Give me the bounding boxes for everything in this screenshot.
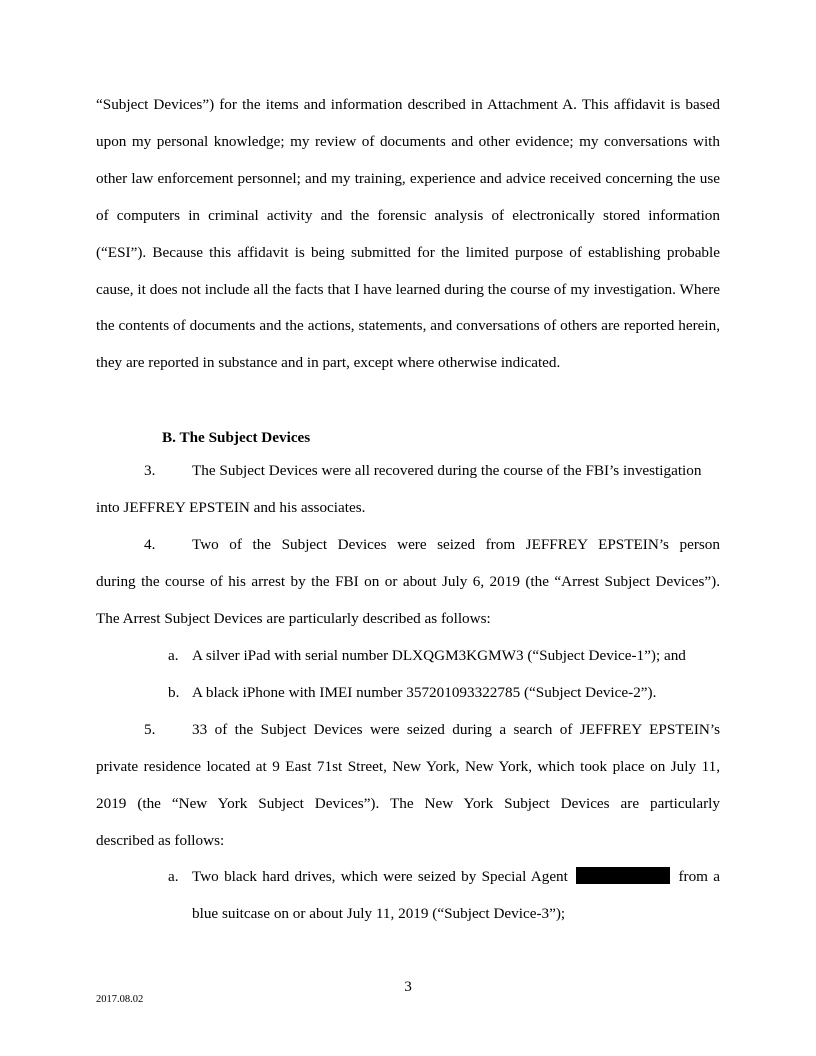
intro-paragraph: “Subject Devices”) for the items and information described in Attachment A. This affidavit is based upon my personal knowledge; my review of documents and other evidence; my conversations with other law enforcement personnel; and my training, experience and advice received concerning the use of computers in criminal activity and the forensic analysis of electronically stored information (“ESI”). Because this affidavit is being submitted for the limited purpose of establishing probable cause, it does not include all the facts that I have learned during the course of my investigation. Where the contents of documents and the actions, statements, and conversations of others are reported herein, they are reported in substance and in part, except where otherwise indicated. [96,96,720,372]
paragraph-text: 33 of the Subject Devices were seized during a search of JEFFREY EPSTEIN’s [192,721,720,738]
paragraph-4-line-3: The Arrest Subject Devices are particularly described as follows: [96,610,491,627]
list-item-text: A black iPhone with IMEI number 357201093322785 (“Subject Device-2”). [192,684,657,701]
paragraph-4-line-2: during the course of his arrest by the FBI on or about July 6, 2019 (the “Arrest Subject Devices”). [96,573,720,590]
list-item-text: from a [678,868,721,885]
paragraph-3-line-2: into JEFFREY EPSTEIN and his associates. [96,499,366,516]
list-item [168,683,728,703]
page-number: 3 [404,978,412,995]
paragraph-5-line-2: private residence located at 9 East 71st Street, New York, New York, which took place on July 11, [96,758,720,775]
paragraph-5-line-1 [144,720,720,740]
list-item [168,646,728,666]
paragraph-4-line-1 [144,535,720,555]
list-item-text: A silver iPad with serial number DLXQGM3KGMW3 (“Subject Device-1”); and [192,647,686,664]
paragraph-5-line-4: described as follows: [96,832,225,849]
paragraph-number: 3. [144,462,156,479]
paragraph-5-line-3: 2019 (the “New York Subject Devices”). The New York Subject Devices are particularly [96,795,720,812]
list-item [168,867,720,887]
paragraph-number: 5. [144,721,156,738]
paragraph-3-line-1 [96,461,720,481]
list-item-continuation: blue suitcase on or about July 11, 2019 (“Subject Device-3”); [192,905,566,922]
footer-code: 2017.08.02 [96,994,144,1005]
paragraph-text: The Subject Devices were all recovered during the course of the FBI’s investigation [192,462,702,479]
redaction-box [576,867,670,884]
list-item-letter: a. [168,647,179,664]
paragraph-text: Two of the Subject Devices were seized from JEFFREY EPSTEIN’s person [192,536,720,553]
list-item-letter: b. [168,684,180,701]
list-item-letter: a. [168,868,179,885]
list-item-text: Two black hard drives, which were seized by Special Agent [192,868,568,885]
section-heading: B. The Subject Devices [162,429,311,446]
paragraph-number: 4. [144,536,156,553]
